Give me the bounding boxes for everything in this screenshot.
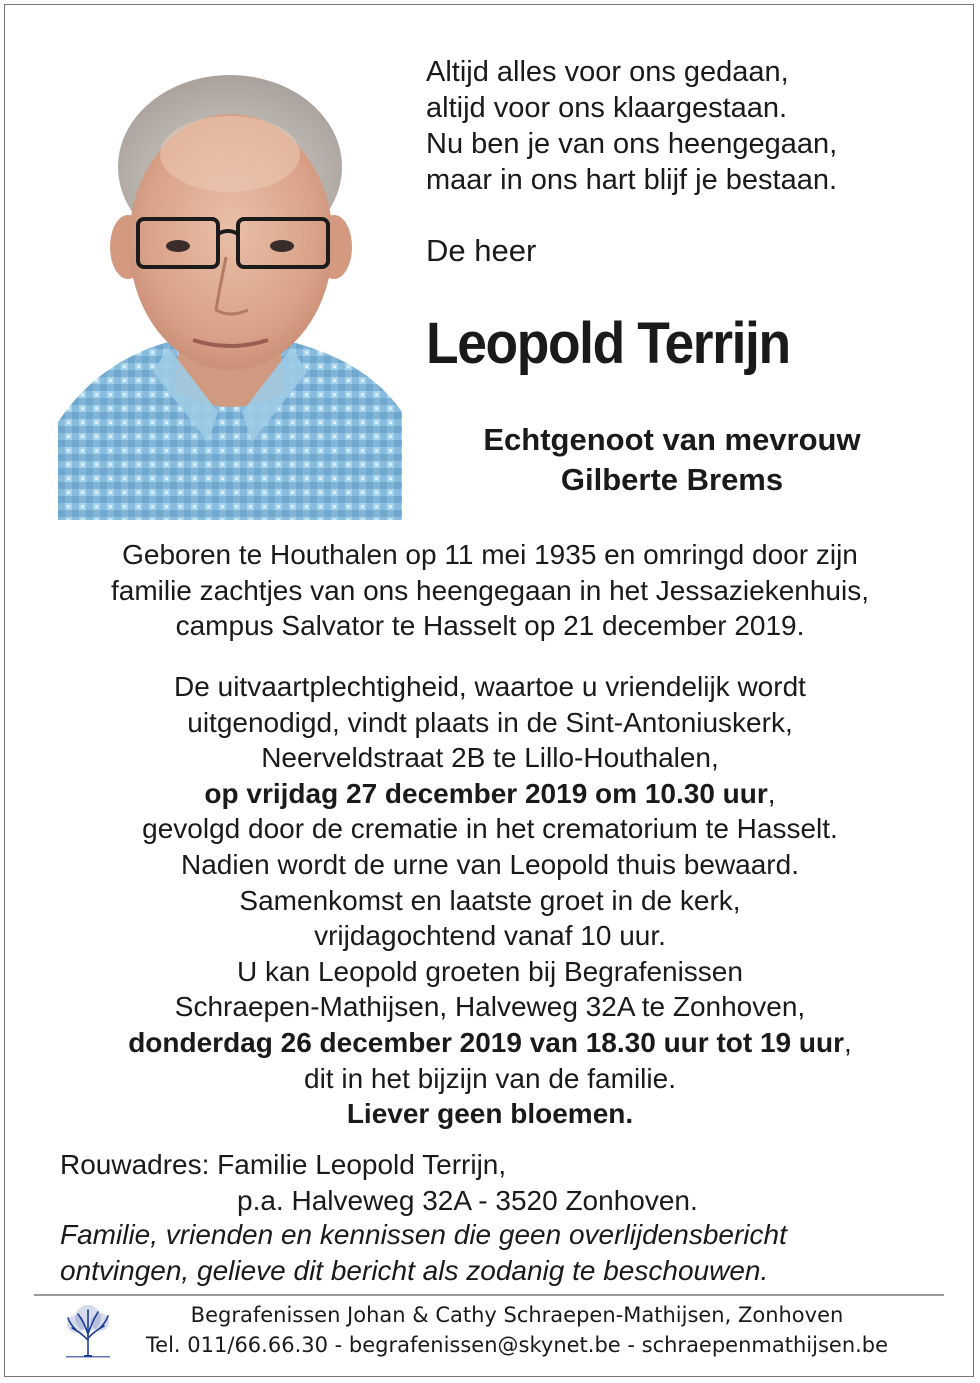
- deceased-name: Leopold Terrijn: [426, 311, 790, 376]
- company-name: Begrafenissen Johan & Cathy Schraepen-Mathijsen, Zonhoven: [190, 1303, 844, 1327]
- paragraph-line: familie zachtjes van ons heengegaan in het Jessaziekenhuis,: [110, 574, 870, 606]
- spouse-name: Gilberte Brems: [560, 462, 784, 497]
- visitation-datetime: donderdag 26 december 2019 van 18.30 uur tot 19 uur: [128, 1026, 845, 1058]
- no-flowers-note: Liever geen bloemen.: [346, 1098, 634, 1130]
- poem-line: altijd voor ons klaargestaan.: [426, 92, 788, 124]
- paragraph-line: campus Salvator te Hasselt op 21 december 2019.: [175, 610, 805, 642]
- notice-line: Familie, vrienden en kennissen die geen overlijdensbericht: [60, 1219, 787, 1250]
- paragraph-line: Nadien wordt de urne van Leopold thuis bewaard.: [181, 848, 799, 880]
- spouse-info: [420, 420, 924, 500]
- notice-text: [60, 1217, 960, 1289]
- poem-line: maar in ons hart blijf je bestaan.: [426, 164, 838, 196]
- punctuation: ,: [844, 1026, 852, 1058]
- honorific: De heer: [426, 233, 537, 268]
- paragraph-line: dit in het bijzijn van de familie.: [304, 1062, 676, 1094]
- birth-paragraph: [0, 537, 980, 644]
- address-line: p.a. Halveweg 32A - 3520 Zonhoven.: [237, 1185, 698, 1216]
- paragraph-line: gevolgd door de crematie in het crematorium te Hasselt.: [142, 813, 838, 845]
- notice-line: ontvingen, gelieve dit bericht als zodanig te beschouwen.: [60, 1255, 769, 1286]
- ceremony-datetime: op vrijdag 27 december 2019 om 10.30 uur: [204, 777, 768, 809]
- funeral-paragraph: [0, 669, 980, 1132]
- portrait-photo: [58, 62, 402, 520]
- paragraph-line: Geboren te Houthalen op 11 mei 1935 en omringd door zijn: [122, 539, 858, 570]
- paragraph-line: [0, 776, 980, 812]
- paragraph-line: Neerveldstraat 2B te Lillo-Houthalen,: [261, 742, 719, 774]
- poem-line: Altijd alles voor ons gedaan,: [426, 56, 789, 88]
- address-line: Rouwadres: Familie Leopold Terrijn,: [60, 1149, 507, 1180]
- poem-line: Nu ben je van ons heengegaan,: [426, 128, 838, 160]
- tree-logo-icon: [62, 1302, 114, 1358]
- funeral-home-footer: [112, 1300, 922, 1360]
- spouse-line: Echtgenoot van mevrouw: [483, 422, 861, 457]
- paragraph-line: U kan Leopold groeten bij Begrafenissen: [237, 955, 743, 987]
- poem: [426, 54, 946, 198]
- paragraph-line: De uitvaartplechtigheid, waartoe u vriendelijk wordt: [174, 671, 806, 702]
- divider: [34, 1294, 944, 1296]
- paragraph-line: vrijdagochtend vanaf 10 uur.: [314, 920, 666, 952]
- contact-info: Tel. 011/66.66.30 - begrafenissen@skynet.be - schraepenmathijsen.be: [145, 1333, 889, 1357]
- paragraph-line: Schraepen-Mathijsen, Halveweg 32A te Zonhoven,: [174, 991, 806, 1023]
- paragraph-line: Samenkomst en laatste groet in de kerk,: [239, 884, 741, 916]
- paragraph-line: uitgenodigd, vindt plaats in de Sint-Antoniuskerk,: [187, 706, 793, 738]
- punctuation: ,: [767, 777, 776, 809]
- mourning-address: [60, 1147, 940, 1219]
- paragraph-line: [0, 1025, 980, 1061]
